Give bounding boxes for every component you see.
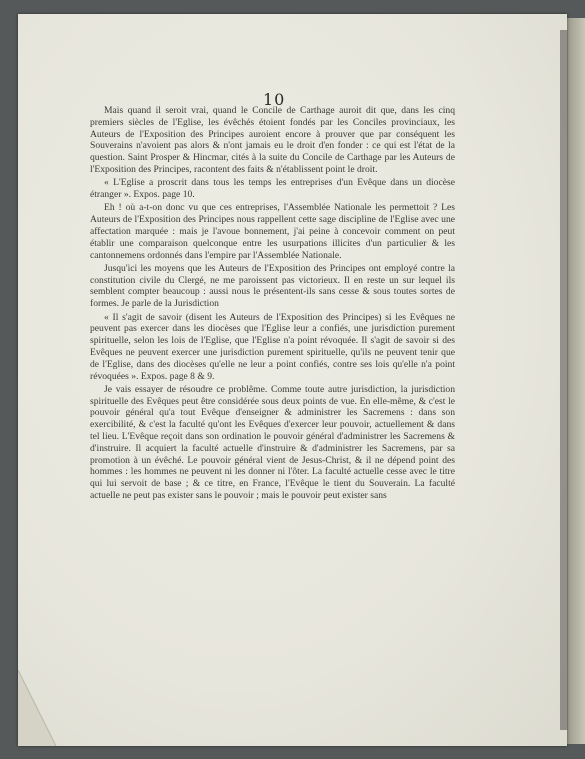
next-page-edge (567, 18, 585, 744)
page-text (90, 105, 455, 503)
paragraph-6: Je vais essayer de résoudre ce problême. Comme toute autre jurisdiction, la jurisdiction spirituelle des Evêques peut être considérée sous deux points de vue. En elle-même, & c'est le pouvoir général qu'a tout Evêque d'enseigner & administrer les Sacremens : dans son exercibilité, & c'est la faculté qu'ont les Evêques d'exercer leur pouvoir, actuellement & dans tel lieu. L'Evêque reçoit dans son ordination le pouvoir général d'administrer les Sacremens & d'instruire. Il acquiert la faculté actuelle d'instruire & d'administrer les Sacremens, par sa promotion à un évêché. Le pouvoir général vient de Jesus-Christ, & il ne dépend point des hommes : les hommes ne peuvent ni les donner ni l'ôter. La faculté actuelle cesse avec le titre qui lui servoit de base ; & ce titre, en France, l'Evêque le tient du Souverain. La faculté actuelle ne peut pas exister sans le pouvoir ; mais le pouvoir peut exister sans (90, 383, 455, 501)
paragraph-2: « L'Eglise a proscrit dans tous les temps les entreprises d'un Evêque dans un diocèse étranger ». Expos. page 10. (90, 177, 455, 201)
paragraph-4: Jusqu'ici les moyens que les Auteurs de l'Exposition des Principes ont employé contre la constitution civile du Clergé, ne me paroissent pas victorieux. Il en reste un sur lequel ils semblent compter beaucoup : aussi nous le présentent-ils sans cesse & sous toutes sortes de formes. Je parle de la Jurisdiction (90, 262, 455, 310)
binding-strip (560, 30, 568, 730)
paragraph-5: « Il s'agit de savoir (disent les Auteurs de l'Exposition des Principes) si les Evêques ne peuvent pas exercer dans les diocèses que l'Eglise leur a confiés, une jurisdiction purement spirituelle, selon les lois de l'Eglise, que l'Eglise n'a point révoquée. Il s'agit de savoir si des Evêques ne peuvent exercer une jurisdiction purement spirituelle, qu'ils ne peuvent tenir que de l'Eglise, dans des diocèses qu'elle ne leur a point confiés, contre ses lois qu'elle n'a point révoquées ». Expos. page 8 & 9. (90, 311, 455, 382)
paragraph-3: Eh ! où a-t-on donc vu que ces entreprises, l'Assemblée Nationale les permettoit ? Les Auteurs de l'Exposition des Principes nous rappellent cette sage discipline de l'Eglise avec une affectation marquée : mais je l'avoue bonnement, j'ai peine à concevoir comment on peut établir une comparaison quelconque entre les usurpations illicites d'un particulier & les cantonnemens ordonnés dans l'empire par l'Assemblée Nationale. (90, 202, 455, 261)
folded-corner-mark (18, 660, 88, 746)
paragraph-1: Mais quand il seroit vrai, quand le Concile de Carthage auroit dit que, dans les cinq premiers siècles de l'Eglise, les évêchés étoient fondés par les Conciles provinciaux, les Auteurs de l'Exposition des Principes auroient encore à prouver que par conséquent les Souverains n'avoient pas alors & n'ont jamais eu le droit d'en fonder : ce qui est l'état de la question. Saint Prosper & Hincmar, cités à la suite du Concile de Carthage par les Auteurs de l'Exposition des Principes, racontent des faits & n'établissent point le droit. (90, 105, 455, 175)
page-number: 10 (263, 90, 286, 109)
